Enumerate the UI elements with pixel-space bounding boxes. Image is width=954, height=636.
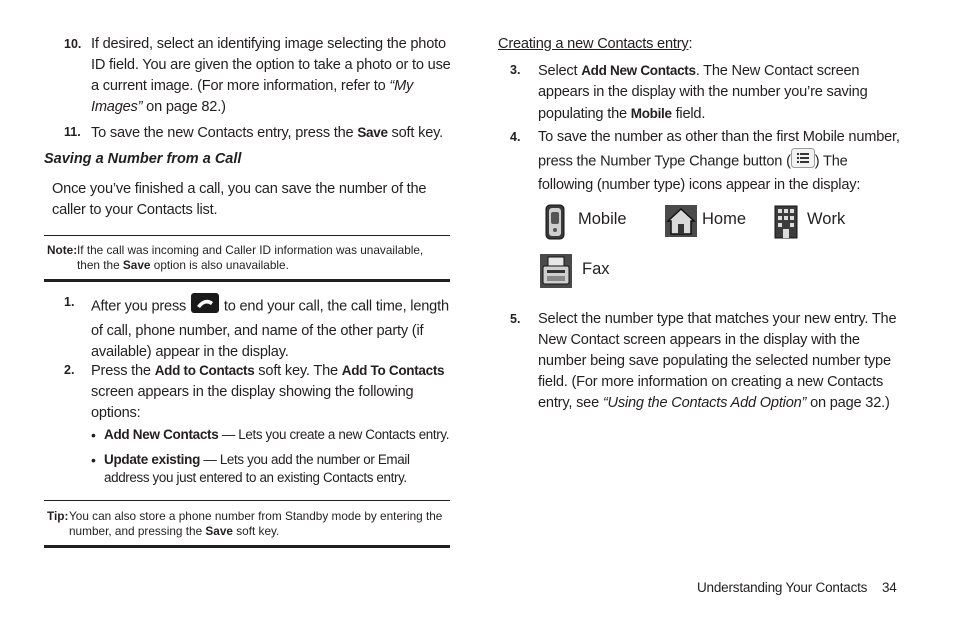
- type-label-fax: Fax: [582, 260, 610, 278]
- tip-text: You can also store a phone number from Standby mode by entering the number, and pressing the Save soft key.: [69, 509, 443, 538]
- key-name: Add to Contacts: [154, 363, 255, 378]
- step-text: To save the new Contacts entry, press the Save soft key.: [91, 125, 443, 141]
- step-number: 4.: [510, 130, 521, 144]
- bullet-text: Add New Contacts — Lets you create a new Contacts entry.: [104, 427, 450, 442]
- mobile-phone-icon: [545, 204, 565, 245]
- key-name: Add To Contacts: [341, 363, 445, 378]
- step-text: After you press to end your call, the call time, length of call, phone number, and name of the other party (if available) appear in the display.: [91, 292, 453, 363]
- step-number: 2.: [64, 363, 75, 377]
- step-text: Select the number type that matches your new entry. The New Contact screen appears in the display with the number being save populating the selected number type field. (For more information on creating a new Contacts entry, see “Using the Contacts Add Option” on page 32.): [538, 311, 897, 411]
- page-reference: “My Images”: [91, 78, 414, 115]
- step-text: If desired, select an identifying image selecting the photo ID field. You are given the option to take a photo or to use a current image. (For more information, refer to “My Images” on page 82.): [91, 36, 451, 115]
- page-reference: “Using the Contacts Add Option”: [602, 395, 807, 411]
- tip-label: Tip:: [47, 509, 69, 523]
- page-number: 34: [882, 580, 897, 595]
- step-text: Press the Add to Contacts soft key. The Add To Contacts screen appears in the display showing the following options:: [91, 363, 445, 421]
- section-heading: Saving a Number from a Call: [44, 151, 242, 167]
- step-text: Select Add New Contacts. The New Contact screen appears in the display with the number you’re saving populating the Mobile field.: [538, 63, 868, 122]
- home-icon: [665, 205, 697, 242]
- step-number: 5.: [510, 312, 521, 326]
- subheading: Creating a new Contacts entry:: [498, 36, 693, 52]
- bullet-dot: •: [91, 427, 96, 443]
- note-bottom-rule: [44, 279, 450, 282]
- type-label-home: Home: [702, 210, 747, 228]
- end-call-key-icon: [190, 292, 220, 321]
- bullet-dot: •: [91, 452, 96, 468]
- key-name: Mobile: [630, 106, 672, 121]
- step-number: 3.: [510, 63, 521, 77]
- type-label-mobile: Mobile: [578, 210, 627, 228]
- fax-icon: [540, 254, 572, 293]
- step-number: 1.: [64, 295, 75, 309]
- bullet-text: Update existing — Lets you add the number or Email address you just entered to an existing Contacts entry.: [104, 452, 410, 485]
- key-name: Save: [357, 125, 388, 140]
- menu-list-icon: [791, 148, 815, 175]
- key-name: Add New Contacts: [581, 63, 696, 78]
- tip-bottom-rule: [44, 545, 450, 548]
- step-number: 11.: [64, 125, 81, 139]
- footer-section-title: Understanding Your Contacts: [697, 580, 868, 595]
- intro-paragraph: Once you’ve finished a call, you can save the number of the caller to your Contacts list.: [52, 181, 427, 218]
- step-number: 10.: [64, 37, 82, 51]
- note-top-rule: [44, 235, 450, 236]
- note-label: Note:: [47, 243, 78, 257]
- type-label-work: Work: [807, 210, 846, 228]
- note-text: If the call was incoming and Caller ID information was unavailable, then the Save option is also unavailable.: [77, 243, 424, 272]
- work-building-icon: [774, 205, 798, 244]
- tip-top-rule: [44, 500, 450, 501]
- step-text: To save the number as other than the first Mobile number, press the Number Type Change button ( ) The following (number type) icons appear in the display:: [538, 129, 900, 193]
